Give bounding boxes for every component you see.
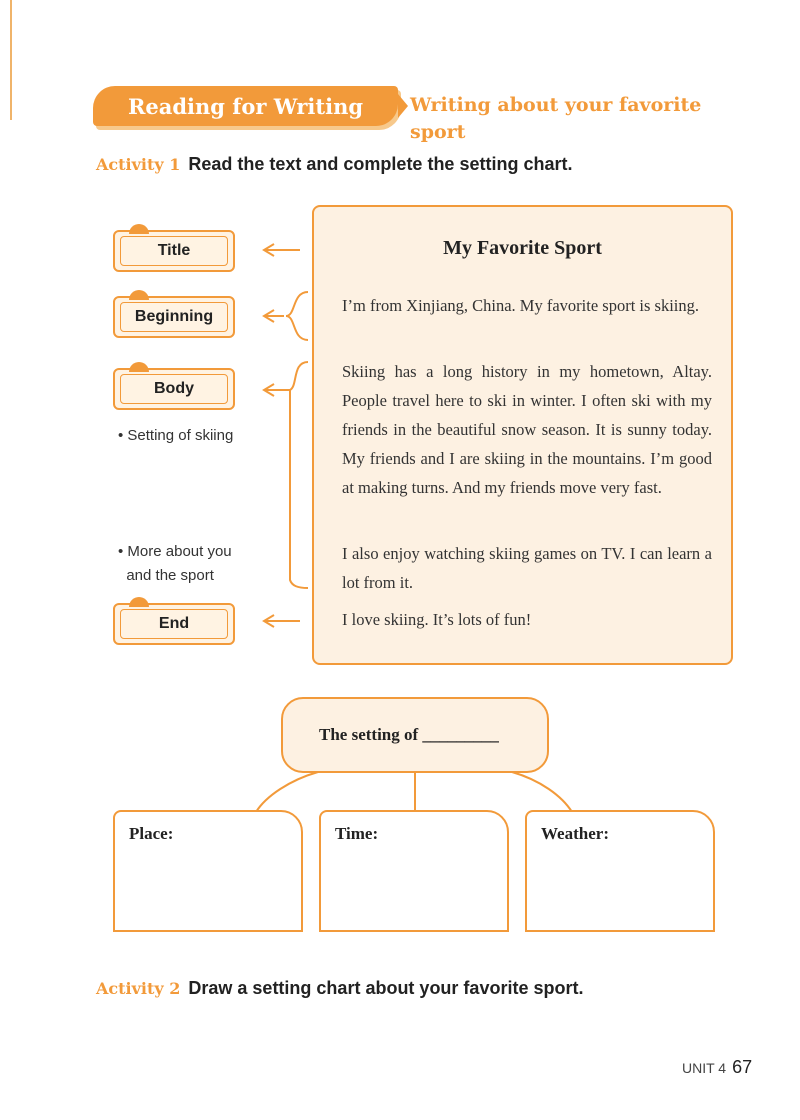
setting-chart-root [281, 697, 549, 773]
bullet-setting-text: Setting of skiing [127, 427, 234, 444]
bullet-more-line2: and the sport [126, 567, 214, 584]
chart-connector-left [256, 772, 318, 812]
card-title: My Favorite Sport [443, 237, 602, 259]
paragraph-body-setting: Skiing has a long history in my hometown, Altay. People travel here to ski in winter. I often ski with my friends in the beautiful snow season. It is sunny today. My friends and I are skiing in the mountains. I’m good at making turns. And my friends move very fast. [342, 362, 712, 497]
unit-label: UNIT 4 [682, 1060, 727, 1076]
activity-1-instruction: Read the text and complete the setting chart. [188, 154, 573, 174]
setting-cell-time-label: Time: [335, 824, 379, 843]
paragraph-body-more: I also enjoy watching skiing games on TV. I can learn a lot from it. [342, 544, 712, 592]
bullet-setting: • Setting of skiing [118, 427, 234, 444]
label-end-text: End [158, 615, 190, 632]
activity-2-instruction: Draw a setting chart about your favorite sport. [188, 978, 584, 998]
label-beginning-text: Beginning [134, 308, 214, 325]
banner-title: Reading for Writing [127, 93, 364, 119]
reading-text-card [312, 205, 733, 665]
page-footer [682, 1057, 752, 1078]
label-body-text: Body [154, 380, 194, 397]
setting-cell-weather[interactable] [525, 810, 715, 932]
paragraph-beginning: I’m from Xinjiang, China. My favorite sport is skiing. [342, 296, 699, 315]
body-brace-icon [290, 362, 308, 588]
beginning-brace-icon [286, 292, 308, 340]
chart-connector-right [512, 772, 572, 812]
setting-chart-root-text: The setting of _________ [319, 725, 499, 744]
activity-2-tag: Activity 2 [96, 979, 181, 998]
activity-1-tag: Activity 1 [96, 155, 181, 174]
setting-cell-place-label: Place: [129, 824, 174, 843]
bullet-more: • More about you and the sport [118, 543, 232, 584]
setting-cell-weather-label: Weather: [541, 824, 609, 843]
label-title-text: Title [157, 242, 191, 259]
activity-2-heading [96, 978, 583, 999]
setting-cell-place[interactable] [113, 810, 303, 932]
section-subtitle: Writing about your favorite sport [410, 94, 702, 143]
page-number: 67 [732, 1057, 753, 1077]
setting-cell-time[interactable] [319, 810, 509, 932]
bullet-more-line1: More about you [127, 543, 232, 560]
paragraph-end: I love skiing. It’s lots of fun! [342, 610, 532, 629]
